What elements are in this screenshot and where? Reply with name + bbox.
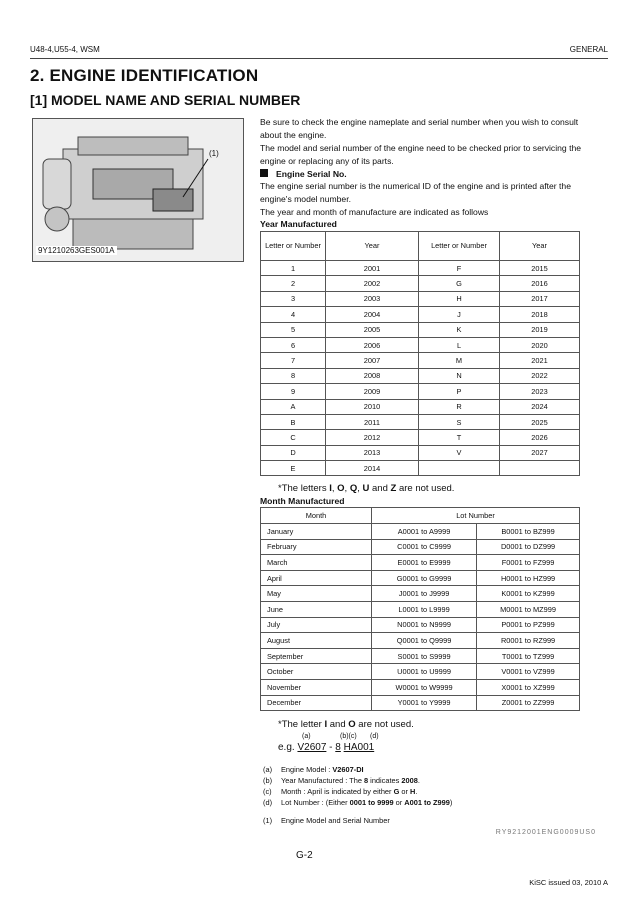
lot-number-cell: J0001 to J9999 (372, 586, 477, 602)
month-name-cell: September (261, 648, 372, 664)
lot-number-cell: V0001 to VZ999 (477, 664, 580, 680)
lot-number-cell: Z0001 to ZZ999 (477, 695, 580, 711)
month-name-cell: November (261, 679, 372, 695)
intro-paragraph-2-wrap (260, 142, 582, 168)
legend-rest: or (399, 787, 410, 796)
engine-photo (32, 118, 244, 262)
month-name-cell: August (261, 633, 372, 649)
year-table-cell: 2023 (500, 384, 580, 399)
legend-key: (b) (263, 776, 273, 785)
legend-rest: . (415, 787, 418, 796)
legend-item (263, 775, 452, 786)
month-table-row (261, 617, 580, 633)
year-table-cell: 4 (261, 307, 326, 322)
intro-paragraph-2: The model and serial number of the engine need to be checked prior to servicing the engine or replacing any of its parts. (260, 143, 582, 167)
year-note-letter: I (329, 483, 332, 494)
year-table-cell: 2019 (500, 322, 580, 337)
year-header-year-2: Year (500, 232, 580, 261)
month-name-cell: April (261, 570, 372, 586)
year-table-cell: 2016 (500, 276, 580, 291)
lot-number-cell: X0001 to XZ999 (477, 679, 580, 695)
caption-key: (1) (263, 816, 273, 825)
year-note-letter: Z (390, 483, 397, 494)
year-table-cell: 2008 (326, 368, 419, 383)
example-dash: - (326, 742, 336, 753)
year-table-row (261, 430, 580, 445)
legend-key: (a) (263, 765, 273, 774)
month-note: *The letter I and O are not used. (278, 719, 414, 730)
section-title: 2. ENGINE IDENTIFICATION (30, 66, 259, 85)
month-table-row (261, 633, 580, 649)
lot-number-cell: M0001 to MZ999 (477, 601, 580, 617)
year-note-letter: U (362, 483, 370, 494)
lot-number-cell: B0001 to BZ999 (477, 524, 580, 540)
month-header-month: Month (261, 508, 372, 524)
figure-callout: (1) (209, 149, 219, 158)
year-note-letter: O (337, 483, 345, 494)
year-table-row (261, 461, 580, 476)
year-table-cell: 2014 (326, 461, 419, 476)
year-table-cell: 2007 (326, 353, 419, 368)
figure-caption (263, 815, 390, 826)
year-table-cell: 2025 (500, 414, 580, 429)
lot-number-cell: L0001 to L9999 (372, 601, 477, 617)
legend-rest: or (393, 798, 405, 807)
month-header-lot: Lot Number (372, 508, 580, 524)
month-name-cell: March (261, 555, 372, 571)
year-note-suffix: are not used. (396, 483, 455, 494)
year-table-cell: 2024 (500, 399, 580, 414)
lot-number-cell: D0001 to DZ999 (477, 539, 580, 555)
month-name-cell: December (261, 695, 372, 711)
year-table-cell: P (419, 384, 500, 399)
lot-number-cell: H0001 to HZ999 (477, 570, 580, 586)
year-table-cell: D (261, 445, 326, 460)
lot-number-cell: Y0001 to Y9999 (372, 695, 477, 711)
year-table-cell: 2005 (326, 322, 419, 337)
example-model: V2607 (297, 742, 327, 753)
lot-number-cell: N0001 to N9999 (372, 617, 477, 633)
year-table-cell: 2004 (326, 307, 419, 322)
page-number: G-2 (296, 850, 313, 861)
month-note-prefix: *The letter (278, 719, 325, 730)
reference-code: RY9212001ENG0009US0 (495, 829, 596, 836)
legend-bold: 0001 to 9999 (349, 798, 394, 807)
year-table-cell: 2027 (500, 445, 580, 460)
example-lot: HA001 (343, 742, 375, 753)
month-note-letter: I (324, 719, 328, 730)
footer-issue: KiSC issued 03, 2010 A (529, 878, 608, 887)
year-table-cell: 2 (261, 276, 326, 291)
year-table-cell: K (419, 322, 500, 337)
month-table-row (261, 648, 580, 664)
month-table-row (261, 601, 580, 617)
header-section: GENERAL (569, 45, 608, 54)
square-bullet-icon (260, 169, 268, 177)
year-table-cell: A (261, 399, 326, 414)
intro-paragraph-3: The engine serial number is the numerical ID of the engine and is printed after the engine's model number. (260, 181, 571, 205)
header-rule (30, 58, 608, 59)
legend-text: Engine Model : (281, 765, 333, 774)
legend-bold: 2008 (401, 776, 418, 785)
lot-number-cell: T0001 to TZ999 (477, 648, 580, 664)
legend-bold: A001 to Z999 (404, 798, 450, 807)
example-marker-a: (a) (302, 733, 311, 740)
month-table-title: Month Manufactured (260, 496, 345, 506)
month-table-header (261, 508, 580, 524)
lot-number-cell: P0001 to PZ999 (477, 617, 580, 633)
intro-paragraph-1: Be sure to check the engine nameplate and serial number when you wish to consult about the engine. (260, 117, 579, 141)
year-table-cell: 2001 (326, 261, 419, 276)
lot-number-cell: U0001 to U9999 (372, 664, 477, 680)
month-name-cell: June (261, 601, 372, 617)
year-table-cell: T (419, 430, 500, 445)
lot-number-cell: F0001 to FZ999 (477, 555, 580, 571)
engine-illustration (33, 119, 243, 261)
lot-number-cell: E0001 to E9999 (372, 555, 477, 571)
legend-rest: indicates (368, 776, 402, 785)
example-year: 8 (335, 742, 341, 753)
month-name-cell: May (261, 586, 372, 602)
year-table-row (261, 414, 580, 429)
year-table-cell: 5 (261, 322, 326, 337)
legend-item (263, 764, 452, 775)
legend-rest: ) (449, 798, 453, 807)
lot-number-cell: A0001 to A9999 (372, 524, 477, 540)
month-name-cell: February (261, 539, 372, 555)
month-name-cell: July (261, 617, 372, 633)
legend-item (263, 797, 452, 808)
year-table-cell: B (261, 414, 326, 429)
year-table-cell: M (419, 353, 500, 368)
year-table-cell: J (419, 307, 500, 322)
year-table-row (261, 291, 580, 306)
year-table-cell: 7 (261, 353, 326, 368)
year-table-row (261, 261, 580, 276)
month-table-row (261, 695, 580, 711)
intro-text (260, 116, 582, 142)
month-name-cell: October (261, 664, 372, 680)
year-note: *The letters I, O, Q, U and Z are not used. (278, 483, 455, 494)
year-table-cell: 2015 (500, 261, 580, 276)
subsection-title: [1] MODEL NAME AND SERIAL NUMBER (30, 92, 301, 108)
year-table-row (261, 337, 580, 352)
year-table-row (261, 307, 580, 322)
year-table-cell: S (419, 414, 500, 429)
month-table-row (261, 664, 580, 680)
month-table-row (261, 555, 580, 571)
month-name-cell: January (261, 524, 372, 540)
month-note-suffix: are not used. (355, 719, 414, 730)
year-table-cell: 6 (261, 337, 326, 352)
serial-heading-text: Engine Serial No. (276, 169, 347, 179)
lot-number-cell: R0001 to RZ999 (477, 633, 580, 649)
year-table-cell: G (419, 276, 500, 291)
year-table-row (261, 353, 580, 368)
year-table-cell: 9 (261, 384, 326, 399)
year-table-cell: 2020 (500, 337, 580, 352)
year-table-cell: 2021 (500, 353, 580, 368)
year-table-cell: H (419, 291, 500, 306)
legend-bold: G (393, 787, 400, 796)
year-table-row (261, 276, 580, 291)
year-table-row (261, 399, 580, 414)
intro-paragraph-4: The year and month of manufacture are indicated as follows (260, 207, 489, 217)
year-table-cell: 2012 (326, 430, 419, 445)
year-table-cell: 1 (261, 261, 326, 276)
lot-number-cell: Q0001 to Q9999 (372, 633, 477, 649)
intro-paragraph-4-wrap (260, 206, 582, 219)
year-table-cell: N (419, 368, 500, 383)
month-table-row (261, 570, 580, 586)
year-header-year-1: Year (326, 232, 419, 261)
header-model: U48-4,U55-4, WSM (30, 45, 100, 54)
intro-paragraph-3-wrap (260, 180, 582, 206)
lot-number-cell: K0001 to KZ999 (477, 586, 580, 602)
legend-list (263, 764, 452, 808)
year-table-row (261, 445, 580, 460)
legend-text: Lot Number : (Either (281, 798, 350, 807)
figure-code: 9Y1210263GES001A (38, 246, 115, 255)
year-table-row (261, 322, 580, 337)
legend-bold: H (410, 787, 416, 796)
year-table-cell: 3 (261, 291, 326, 306)
lot-number-cell: W0001 to W9999 (372, 679, 477, 695)
year-table-cell: 2009 (326, 384, 419, 399)
month-table-row (261, 679, 580, 695)
year-table-cell: 2002 (326, 276, 419, 291)
legend-key: (d) (263, 798, 273, 807)
month-table-row (261, 586, 580, 602)
month-table (260, 507, 580, 711)
year-table (260, 231, 580, 476)
legend-key: (c) (263, 787, 272, 796)
year-table-cell (419, 461, 500, 476)
month-table-row (261, 524, 580, 540)
example-prefix: e.g. (278, 742, 298, 753)
lot-number-cell: C0001 to C9999 (372, 539, 477, 555)
year-table-cell: 2017 (500, 291, 580, 306)
year-note-letter: Q (349, 483, 358, 494)
legend-bold: V2607-DI (332, 765, 364, 774)
year-table-cell (500, 461, 580, 476)
month-table-row (261, 539, 580, 555)
year-table-cell: 2022 (500, 368, 580, 383)
month-note-letter: O (348, 719, 356, 730)
year-table-cell: 2018 (500, 307, 580, 322)
lot-number-cell: G0001 to G9999 (372, 570, 477, 586)
year-table-cell: 2006 (326, 337, 419, 352)
example-code (278, 742, 374, 753)
year-table-cell: R (419, 399, 500, 414)
year-table-cell: 2013 (326, 445, 419, 460)
year-table-header (261, 232, 580, 261)
legend-bold: 8 (364, 776, 369, 785)
year-table-row (261, 368, 580, 383)
year-header-letter-1: Letter or Number (261, 232, 326, 261)
year-table-row (261, 384, 580, 399)
legend-text: Year Manufactured : The (281, 776, 364, 785)
year-table-cell: F (419, 261, 500, 276)
year-table-cell: 2011 (326, 414, 419, 429)
year-table-title: Year Manufactured (260, 219, 337, 229)
example-marker-bc: (b)(c) (340, 733, 357, 740)
caption-text: Engine Model and Serial Number (281, 816, 390, 825)
legend-rest: . (417, 776, 420, 785)
legend-item (263, 786, 452, 797)
example-marker-d: (d) (370, 733, 379, 740)
year-table-cell: 2010 (326, 399, 419, 414)
year-table-cell: 8 (261, 368, 326, 383)
year-table-cell: L (419, 337, 500, 352)
legend-text: Month : April is indicated by either (281, 787, 394, 796)
year-note-prefix: *The letters (278, 483, 330, 494)
lot-number-cell: S0001 to S9999 (372, 648, 477, 664)
year-table-cell: V (419, 445, 500, 460)
year-header-letter-2: Letter or Number (419, 232, 500, 261)
year-table-cell: C (261, 430, 326, 445)
year-table-cell: E (261, 461, 326, 476)
year-table-cell: 2026 (500, 430, 580, 445)
year-table-cell: 2003 (326, 291, 419, 306)
